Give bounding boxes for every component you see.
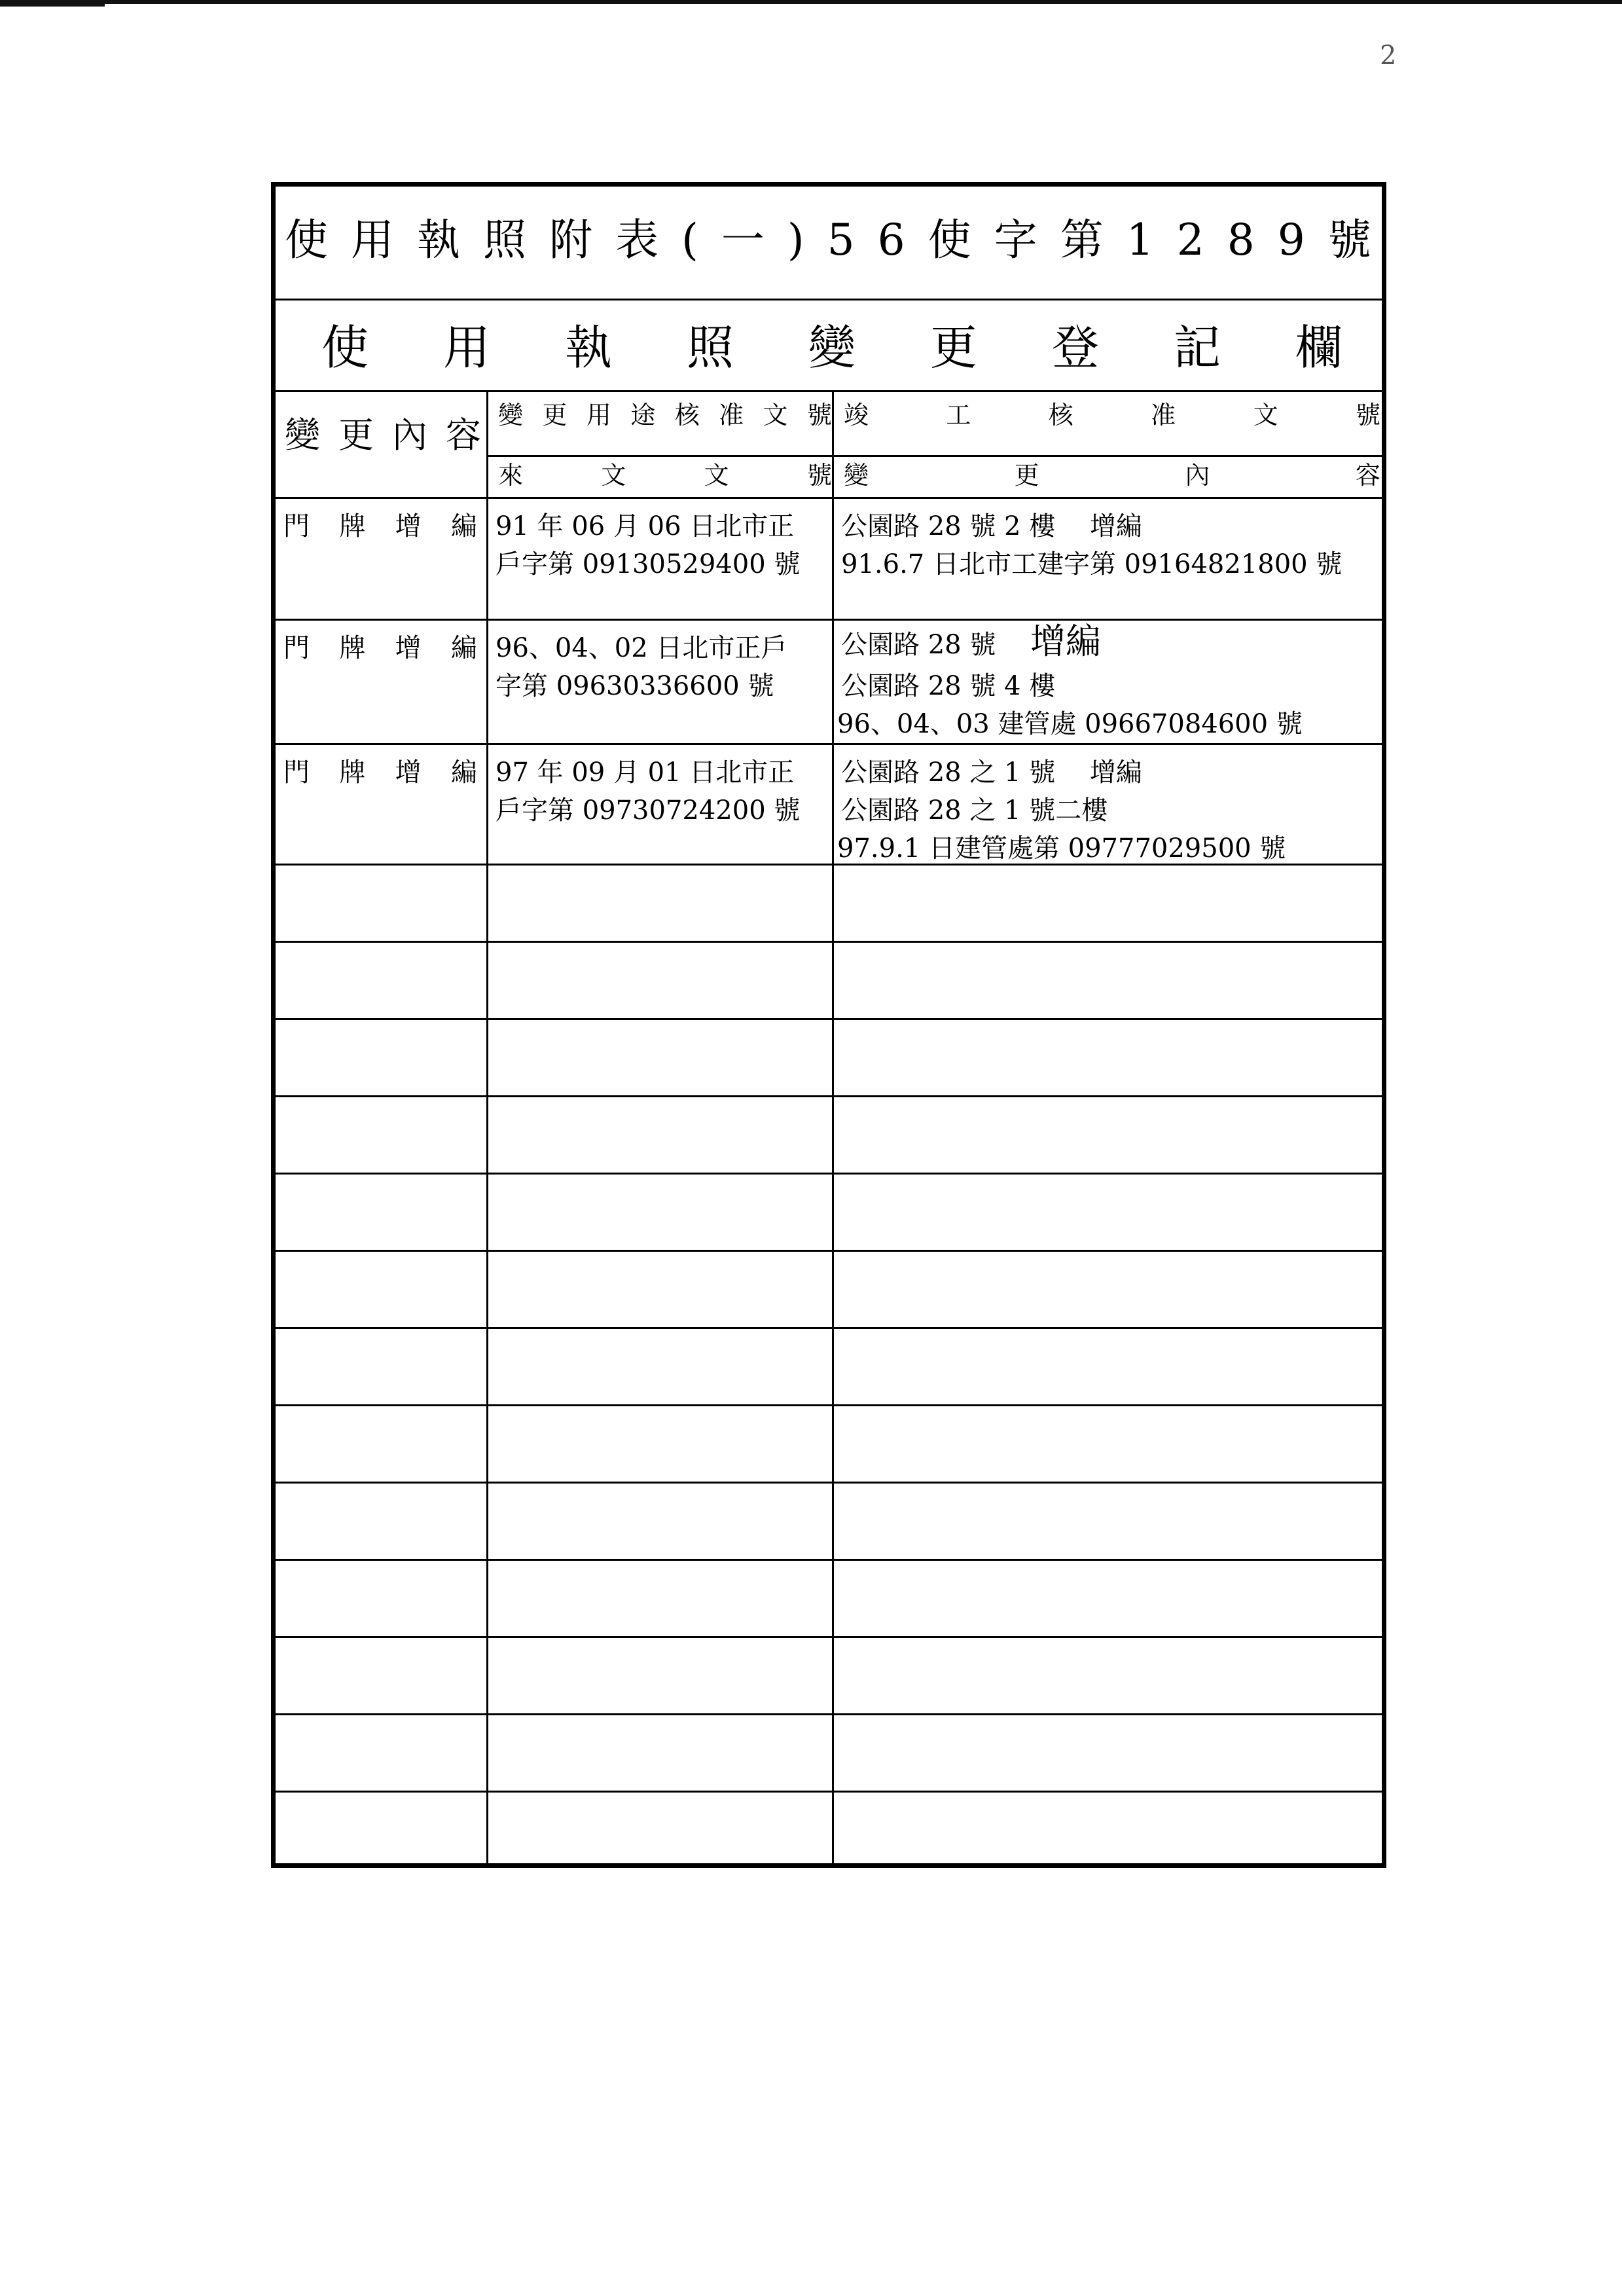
header-change-detail-char: 容 [1355,461,1380,490]
form-title-char: 使 [928,215,971,265]
header-incoming-doc-char: 來 [498,461,524,490]
form-title-char: 附 [549,215,593,265]
record-1-doc-line2: 戶字第 09130529400 號 [496,549,801,579]
header-approval-number-char: 途 [630,401,656,429]
header-approval-number-char: 更 [542,401,568,429]
header-approval-number-char: 變 [498,401,524,429]
form-title [285,213,1371,268]
record-1-content-char: 門 [283,511,310,541]
header-approval-number-char: 准 [719,401,744,429]
table-row-divider [276,497,1382,499]
record-2-doc-line2: 字第 09630336600 號 [496,671,774,701]
record-1-content-char: 增 [395,511,422,541]
header-incoming-doc-char: 文 [704,461,729,490]
record-3-detail-line2: 公園路 28 之 1 號二樓 [841,795,1108,826]
column-divider-1 [486,392,488,1863]
table-row-divider [276,1404,1382,1406]
record-1-content-char: 編 [450,511,477,541]
column-divider-2 [832,392,834,1863]
table-row-divider [276,1327,1382,1329]
record-3-content [283,754,477,792]
table-row-divider [276,1095,1382,1097]
record-2-detail-line2: 公園路 28 號 4 樓 [841,671,1056,701]
form-title-char: 第 [1060,215,1104,265]
record-1-content [283,507,477,545]
table-row-divider [276,1173,1382,1175]
record-1-content-char: 牌 [339,511,366,541]
form-title-char: ) [787,215,804,265]
form-title-char: 5 [827,215,855,265]
record-3-content-char: 增 [395,757,422,788]
header-completion-number-char: 准 [1151,401,1176,429]
header-approval-number [498,400,832,430]
header-change-detail-char: 更 [1014,461,1039,490]
scan-edge [0,0,1622,4]
header-change-content-char: 變 [285,414,320,456]
table-row-divider [276,1559,1382,1561]
form-title-char: 2 [1176,215,1204,265]
form-subtitle-char: 執 [564,320,612,375]
header-incoming-doc-char: 文 [601,461,626,490]
record-2-detail-line1-note: 增編 [1030,621,1102,662]
record-3-content-char: 牌 [339,757,366,788]
form-title-row [276,187,1382,301]
table-row-divider [276,1250,1382,1252]
record-2-doc-line1: 96、04、02 日北市正戶 [496,633,787,663]
table-row-divider [276,619,1382,621]
header-completion-number-char: 核 [1048,401,1073,429]
header-change-detail-char: 內 [1185,461,1210,490]
header-change-content-char: 更 [338,414,374,456]
record-3-doc-line1: 97 年 09 月 01 日北市正 [496,757,795,788]
form-title-char: 字 [994,215,1037,265]
header-change-detail-char: 變 [844,461,869,490]
record-2-content-char: 牌 [339,633,366,663]
header-change-content [285,414,481,456]
header-incoming-doc [498,460,832,490]
header-approval-number-char: 文 [763,401,788,429]
form-title-char: 一 [721,215,765,265]
table-row-divider [276,1636,1382,1638]
header-incoming-doc-char: 號 [806,461,832,490]
header-approval-number-char: 號 [806,401,832,429]
table-row-divider [276,941,1382,943]
form-title-char: 照 [483,215,527,265]
header-change-content-char: 內 [392,414,427,456]
header-completion-number-char: 號 [1355,401,1380,429]
header-change-detail [844,460,1380,490]
usage-license-form [271,182,1386,1868]
header-approval-number-char: 用 [586,401,611,429]
form-title-char: 執 [417,215,461,265]
header-divider [486,455,1382,457]
record-1-doc-line1: 91 年 06 月 06 日北市正 [496,511,795,541]
form-title-char: 號 [1327,215,1371,265]
record-2-detail-line1-text: 公園路 28 號 [841,630,1031,660]
form-title-char: 使 [285,215,328,265]
record-3-content-char: 門 [283,757,310,788]
form-title-char: 用 [351,215,395,265]
header-completion-number-char: 竣 [844,401,869,429]
record-1-detail-line2: 91.6.7 日北市工建字第 09164821800 號 [841,549,1343,579]
scan-tab [0,0,105,7]
form-subtitle-row [276,301,1382,392]
form-title-char: 9 [1277,215,1305,265]
form-subtitle-char: 欄 [1295,320,1343,375]
record-2-content-char: 增 [395,633,422,663]
table-row-divider [276,743,1382,745]
table-row-divider [276,1791,1382,1793]
header-completion-number-char: 文 [1253,401,1278,429]
page-number-mark: 2 [1380,41,1397,71]
header-completion-number-char: 工 [946,401,971,429]
form-title-char: 1 [1126,215,1154,265]
record-3-content-char: 編 [450,757,477,788]
record-2-content-char: 門 [283,633,310,663]
form-title-char: 6 [877,215,905,265]
form-title-char: 表 [615,215,659,265]
form-subtitle-char: 記 [1173,320,1221,375]
form-title-char: ( [681,215,698,265]
form-subtitle-char: 變 [808,320,856,375]
record-2-content-char: 編 [450,633,477,663]
record-3-doc-line2: 戶字第 09730724200 號 [496,795,801,826]
record-2-detail-line1 [841,623,1101,664]
header-change-content-char: 容 [446,414,481,456]
record-3-detail-line3: 97.9.1 日建管處第 09777029500 號 [837,833,1286,864]
record-2-detail-line3: 96、04、03 建管處 09667084600 號 [837,709,1303,739]
form-subtitle-char: 使 [321,320,369,375]
form-subtitle-char: 照 [686,320,734,375]
form-subtitle-char: 用 [442,320,490,375]
header-completion-number [844,400,1380,430]
table-row-divider [276,1713,1382,1715]
record-3-detail-line1: 公園路 28 之 1 號 增編 [841,757,1142,788]
form-title-char: 8 [1227,215,1255,265]
form-subtitle [321,320,1343,375]
form-subtitle-char: 登 [1051,320,1099,375]
table-row-divider [276,1018,1382,1020]
header-approval-number-char: 核 [674,401,700,429]
record-2-content [283,629,477,667]
table-row-divider [276,1482,1382,1484]
record-1-detail-line1: 公園路 28 號 2 樓 增編 [841,511,1142,541]
form-subtitle-char: 更 [929,320,977,375]
